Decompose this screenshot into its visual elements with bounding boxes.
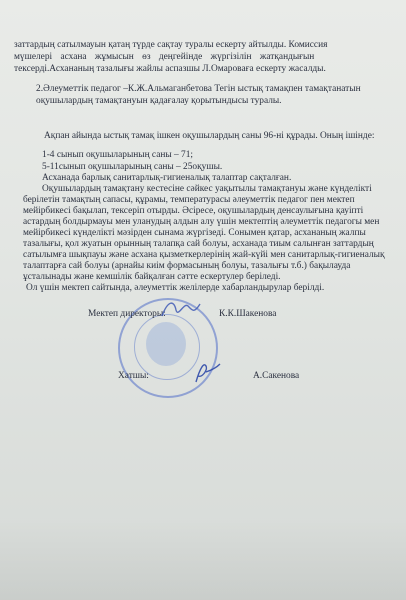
director-label: Мектеп директоры: [88, 309, 166, 319]
body-line-3: 5-11сынып оқушыларының саны – 25оқушы. [42, 162, 223, 172]
body-line-7: мейірбикесі бақылап, тексеріп отырды. Әсіресе, оқушылардың денсаулығына қауіпті [23, 206, 364, 216]
director-signature-icon [158, 296, 204, 322]
secretary-label: Хатшы: [118, 371, 149, 381]
body-line-11: сатылымға шықпауы және асхана қызметкерлерінің жай-күйі мен санитарлық-гигиеналық [23, 250, 385, 260]
body-line-5: Оқушылардың тамақтану кестесіне сәйкес уақытылы тамақтануы және күнделікті [42, 184, 372, 194]
intro-line-1: заттардың сатылмауын қатаң түрде сақтау туралы ескерту айтылды. Комиссия [14, 40, 328, 50]
body-line-14: Ол үшін мектеп сайтында, әлеуметтік желілерде хабарландырулар берілді. [26, 283, 325, 293]
intro-line-2: мүшелері асхана жұмысын өз деңгейінде жүргізілін жатқандығын [14, 52, 315, 62]
body-line-10: тазалығы, қол жуатын орынның талапқа сай болуы, асханада тиым салынған заттардың [23, 239, 374, 249]
body-line-6: берілетін тамақтың сапасы, құрамы, температурасы әлеуметтік педагог пен мектеп [23, 195, 355, 205]
secretary-signature-icon [190, 358, 224, 386]
item2-line-1: 2.Әлеуметтік педагог –К.Ж.Альмаганбетова Тегін ыстық тамақпен тамақтанатын [36, 84, 361, 94]
item2-line-2: оқушылардың тамақтануын қадағалау қорытындысы туралы. [36, 96, 282, 106]
body-line-9: мейірбикесі күнделікті мәзірден сынама жүргізеді. Сонымен қатар, асхананың жалпы [23, 228, 366, 238]
body-line-2: 1-4 сынып оқушыларының саны – 71; [42, 150, 194, 160]
body-line-4: Асханада барлық санитарлық-гигиеналық талаптар сақталған. [42, 173, 292, 183]
secretary-name: А.Сакенова [253, 371, 300, 381]
body-line-1: Ақпан айында ыстық тамақ ішкен оқушылардың саны 96-ні құрады. Оның ішінде: [44, 131, 375, 141]
intro-line-3: тексерді.Асхананың тазалығы жайлы аспазшы Л.Омароваға ескерту жасалды. [14, 64, 326, 74]
director-name: К.К.Шакенова [219, 309, 277, 319]
body-line-13: ұсталынады және кемшілік байқалған сәтте ескертулер беріледі. [23, 272, 281, 282]
body-line-8: астардың болдырмауы мен уланудың алдын алу үшін мектептің әлеуметтік педагогы мен [23, 217, 380, 227]
body-line-12: талаптарға сай болуы (арнайы киім формасының болуы, тазалығы т.б.) бақылауда [23, 261, 351, 271]
